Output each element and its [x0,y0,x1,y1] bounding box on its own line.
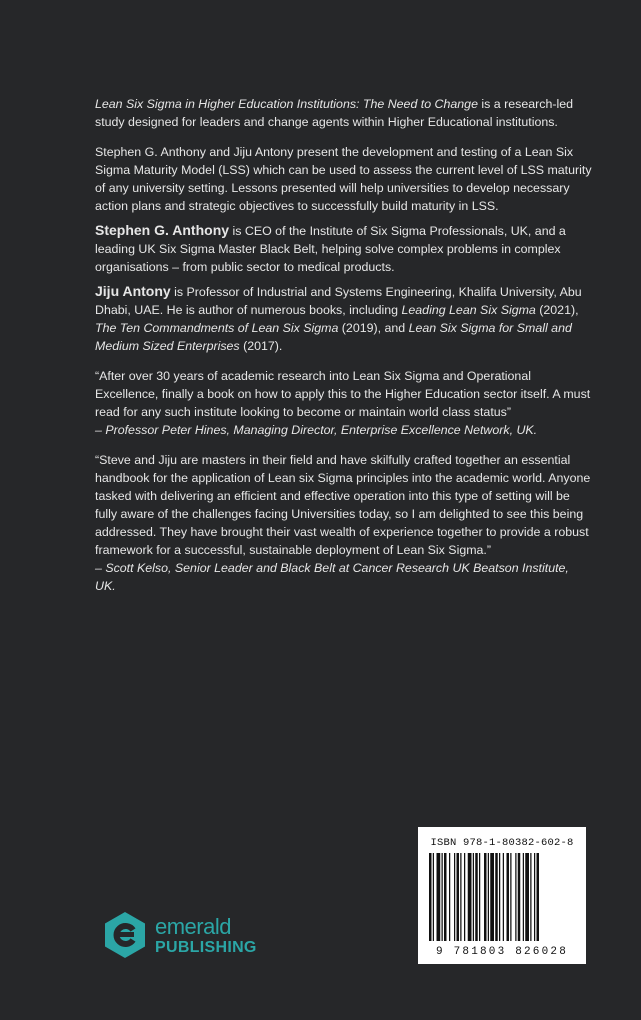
barcode-bar [523,853,524,941]
author-name: Jiju Antony [95,283,171,299]
barcode-bar [473,853,474,941]
barcode-bar [484,853,487,941]
book-title: Lean Six Sigma in Higher Education Institutions: The Need to Change [95,97,478,111]
barcode-bar [525,853,529,941]
publisher-subtitle: PUBLISHING [155,939,257,956]
barcode-bar [507,853,510,941]
barcode-bar [468,853,472,941]
isbn-label: ISBN 978-1-80382-602-8 [430,837,574,849]
intro-paragraph: Lean Six Sigma in Higher Education Institutions: The Need to Change is a research-led study designed for leaders and change agents within Higher Educational institutions. [95,97,574,129]
barcode-bar [442,853,443,941]
book-reference: Leading Lean Six Sigma [401,303,536,317]
barcode-bar [488,853,489,941]
barcode-bar [518,853,521,941]
author-name: Stephen G. Anthony [95,222,230,238]
barcode-bar [460,853,461,941]
barcode-digits: 9 781803 826028 [435,946,569,958]
barcode-bar [479,853,480,941]
barcode-bar [437,853,441,941]
barcode-bar [457,853,460,941]
barcode-bar [530,853,531,941]
barcode-bar [449,853,450,941]
barcode-bar [510,853,511,941]
barcode-bar [534,853,535,941]
barcode-bar [537,853,540,941]
barcode-bar [495,853,498,941]
book-reference: Lean Six Sigma for Small and Medium Sized Enterprises [95,321,572,353]
isbn-barcode [418,827,586,964]
barcode-bar [464,853,465,941]
barcode-bar [444,853,447,941]
barcode-bar [515,853,516,941]
publisher-name: emerald [155,914,231,939]
publisher-logo [102,910,262,966]
quote-attribution: – Professor Peter Hines, Managing Director, Enterprise Excellence Network, UK. [95,423,538,437]
barcode-bar [499,853,500,941]
quote-attribution: – Scott Kelso, Senior Leader and Black Belt at Cancer Research UK Beatson Institute, UK. [95,561,569,593]
barcode-bar [503,853,504,941]
cover-text [95,95,592,607]
barcode-bar [490,853,494,941]
description-paragraph: Stephen G. Anthony and Jiju Antony present the development and testing of a Lean Six Sigma Maturity Model (LSS) which can be used to assess the current level of LSS maturity of any university setting. Lessons presented will help universities to develop necessary action plans and strategic objectives to successfully build maturity in LSS. [95,145,592,213]
book-reference: The Ten Commandments of Lean Six Sigma [95,321,339,335]
author-bio-jiju: Jiju Antony is Professor of Industrial and Systems Engineering, Khalifa University, Abu Dhabi, UAE. He is author of numerous books, including Leading Lean Six Sigma (2021), The Ten Commandments of Lean Six Sigma (2019), and Lean Six Sigma for Small and Medium Sized Enterprises (2017). [95,283,582,353]
endorsement-quote: “Steve and Jiju are masters in their field and have skilfully crafted together an essential handbook for the application of Lean six Sigma principles into the academic world. Anyone tasked with delivering an efficient and effective operation into this type of setting will be fully aware of the challenges facing Universities today, so I am delighted to see this being addressed. They have brought their vast wealth of experience together to provide a robust framework for a successful, sustainable deployment of Lean Six Sigma.” – Scott Kelso, Senior Leader and Black Belt at Cancer Research UK Beatson Institute, UK. [95,453,591,593]
barcode-bar [429,853,432,941]
emerald-logo-icon [102,910,148,960]
barcode-bars [427,853,577,941]
author-bio-stephen: Stephen G. Anthony is CEO of the Institute of Six Sigma Professionals, UK, and a leading UK Six Sigma Master Black Belt, helping solve complex problems in complex organisations – from public sector to medical products. [95,222,566,274]
barcode-bar [454,853,455,941]
barcode-bar [433,853,434,941]
barcode-bar [475,853,478,941]
endorsement-quote: “After over 30 years of academic research into Lean Six Sigma and Operational Excellence, finally a book on how to apply this to the Higher Education sector itself. A must read for any such institute looking to become or maintain world class status” – Professor Peter Hines, Managing Director, Enterprise Excellence Network, UK. [95,369,591,437]
